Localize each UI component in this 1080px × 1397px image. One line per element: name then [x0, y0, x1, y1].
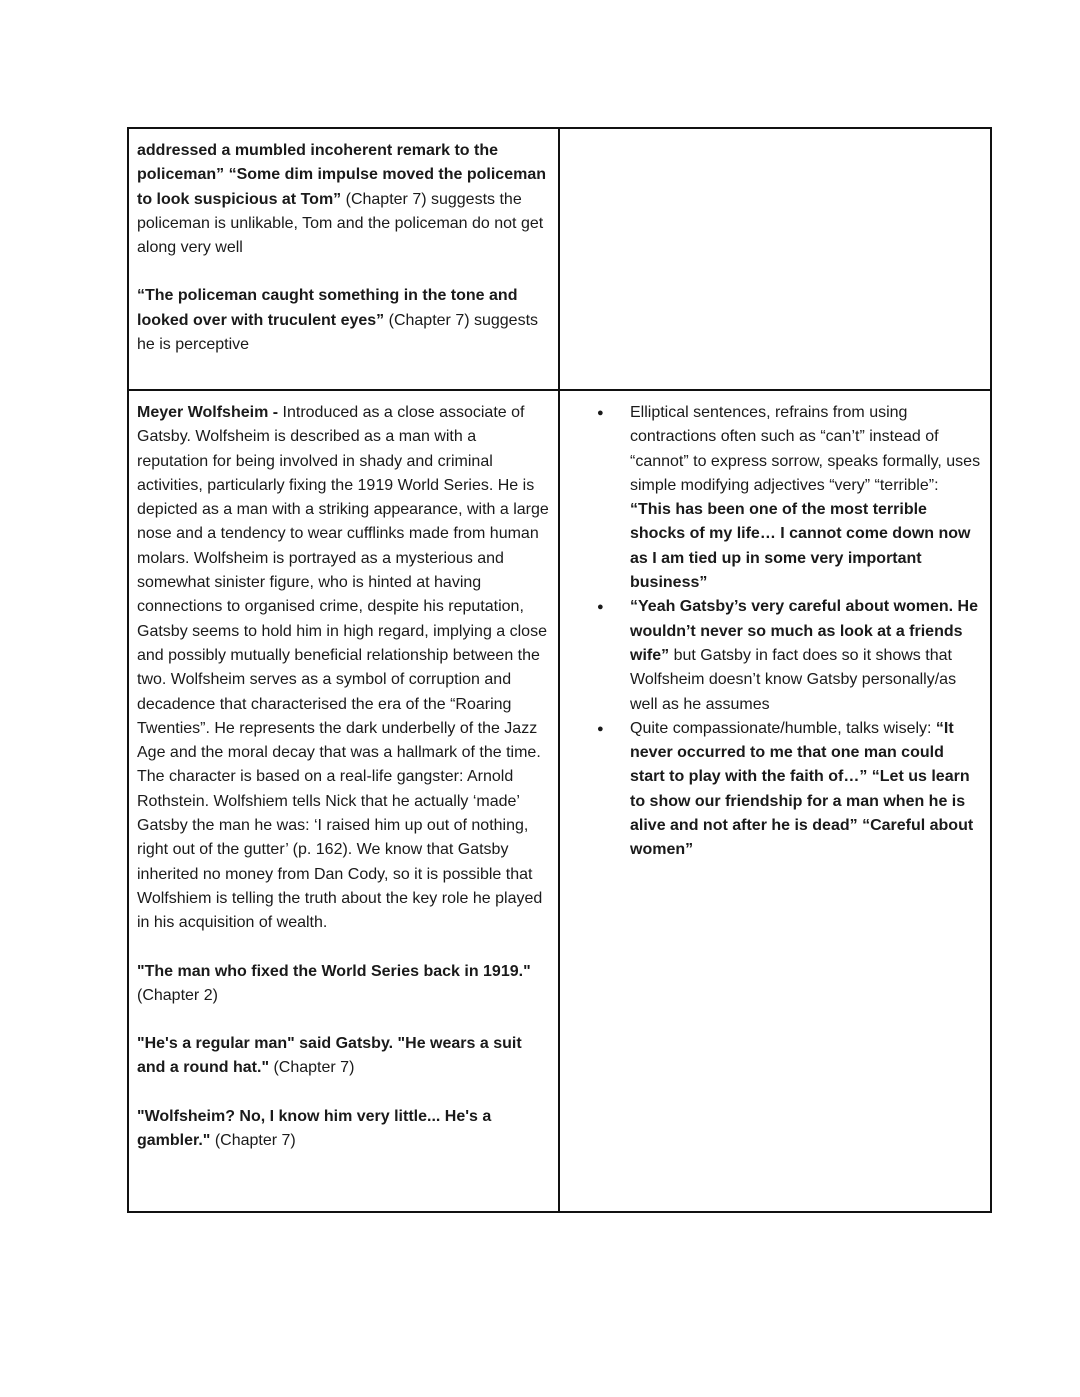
wolfsheim-analysis-cell [559, 390, 991, 1212]
list-item [630, 595, 982, 716]
text-run: (Chapter 7) [210, 1132, 296, 1150]
text-run: Quite compassionate/humble, talks wisely: [630, 719, 936, 737]
text-run: (Chapter 2) [137, 986, 218, 1004]
text-run: “This has been one of the most terrible shocks of my life… I cannot come down now as I am tied up in some very important business” [630, 501, 971, 592]
text-run: “The policeman caught something in the tone and looked over with truculent eyes” [137, 287, 518, 329]
character-name: Meyer Wolfsheim - [137, 404, 279, 421]
policeman-notes-cell [128, 128, 559, 390]
text-run: "He's a regular man" said Gatsby. "He wears a suit and a round hat." [137, 1035, 522, 1077]
text-run: “Yeah Gatsby’s very careful about women. He wouldn’t never so much as look at a friends wife” [630, 598, 978, 664]
analysis-list [568, 401, 982, 863]
text-run: "Wolfsheim? No, I know him very little... He's a gambler." [137, 1107, 492, 1150]
table-row [128, 128, 991, 390]
policeman-quote-2 [137, 284, 550, 357]
wolfsheim-quote-1 [137, 960, 550, 1009]
text-run: (Chapter 7) suggests he is perceptive [137, 311, 539, 354]
list-item [630, 401, 982, 595]
text-run: (Chapter 7) suggests the policeman is unlikable, Tom and the policeman do not get along very well [137, 190, 544, 257]
text-run: “It never occurred to me that one man could start to play with the faith of…” “Let us learn to show our friendship for a man when he is alive and not after he is dead” “Careful about women” [630, 719, 974, 859]
text-run: but Gatsby in fact does so it shows that Wolfsheim doesn’t know Gatsby personally/as well as he assumes [630, 646, 957, 713]
wolfsheim-description [137, 401, 550, 936]
text-run: "The man who fixed the World Series back in 1919." [137, 962, 531, 980]
table-row [128, 390, 991, 1212]
text-run: Introduced as a close associate of Gatsby. Wolfsheim is described as a man with a reputation for being involved in shady and criminal activities, particularly fixing the 1919 World Series. He is depicted as a man with a striking appearance, with a large nose and a tendency to wear cufflinks made from human molars. Wolfsheim is portrayed as a mysterious and somewhat sinister figure, who is hinted at having connections to organised crime, despite his reputation, Gatsby seems to hold him in high regard, implying a close and possibly mutually beneficial relationship between the two. Wolfsheim serves as a symbol of corruption and decadence that characterised the era of the “Roaring Twenties”. He represents the dark underbelly of the Jazz Age and the moral decay that was a hallmark of the time. The character is based on a real-life gangster: Arnold Rothstein. Wolfshiem tells Nick that he actually ‘made’ Gatsby the man he was: ‘I raised him up out of nothing, right out of the gutter’ (p. 162). We know that Gatsby inherited no money from Dan Cody, so it is possible that Wolfshiem is telling the truth about the key role he played in his acquisition of wealth. [137, 404, 549, 932]
wolfsheim-quote-3 [137, 1105, 550, 1154]
list-item [630, 717, 982, 863]
wolfsheim-quote-2 [137, 1032, 550, 1081]
text-run: (Chapter 7) [269, 1059, 355, 1077]
empty-cell [559, 128, 991, 390]
text-run: addressed a mumbled incoherent remark to the policeman” “Some dim impulse moved the policeman to look suspicious at Tom” [137, 142, 546, 208]
text-run: Elliptical sentences, refrains from using contractions often such as “can’t” instead of “cannot” to express sorrow, speaks formally, uses simple modifying adjectives “very” “terrible”: [630, 404, 981, 494]
policeman-quote-1 [137, 139, 550, 260]
wolfsheim-notes-cell [128, 390, 559, 1212]
notes-table [127, 127, 992, 1213]
